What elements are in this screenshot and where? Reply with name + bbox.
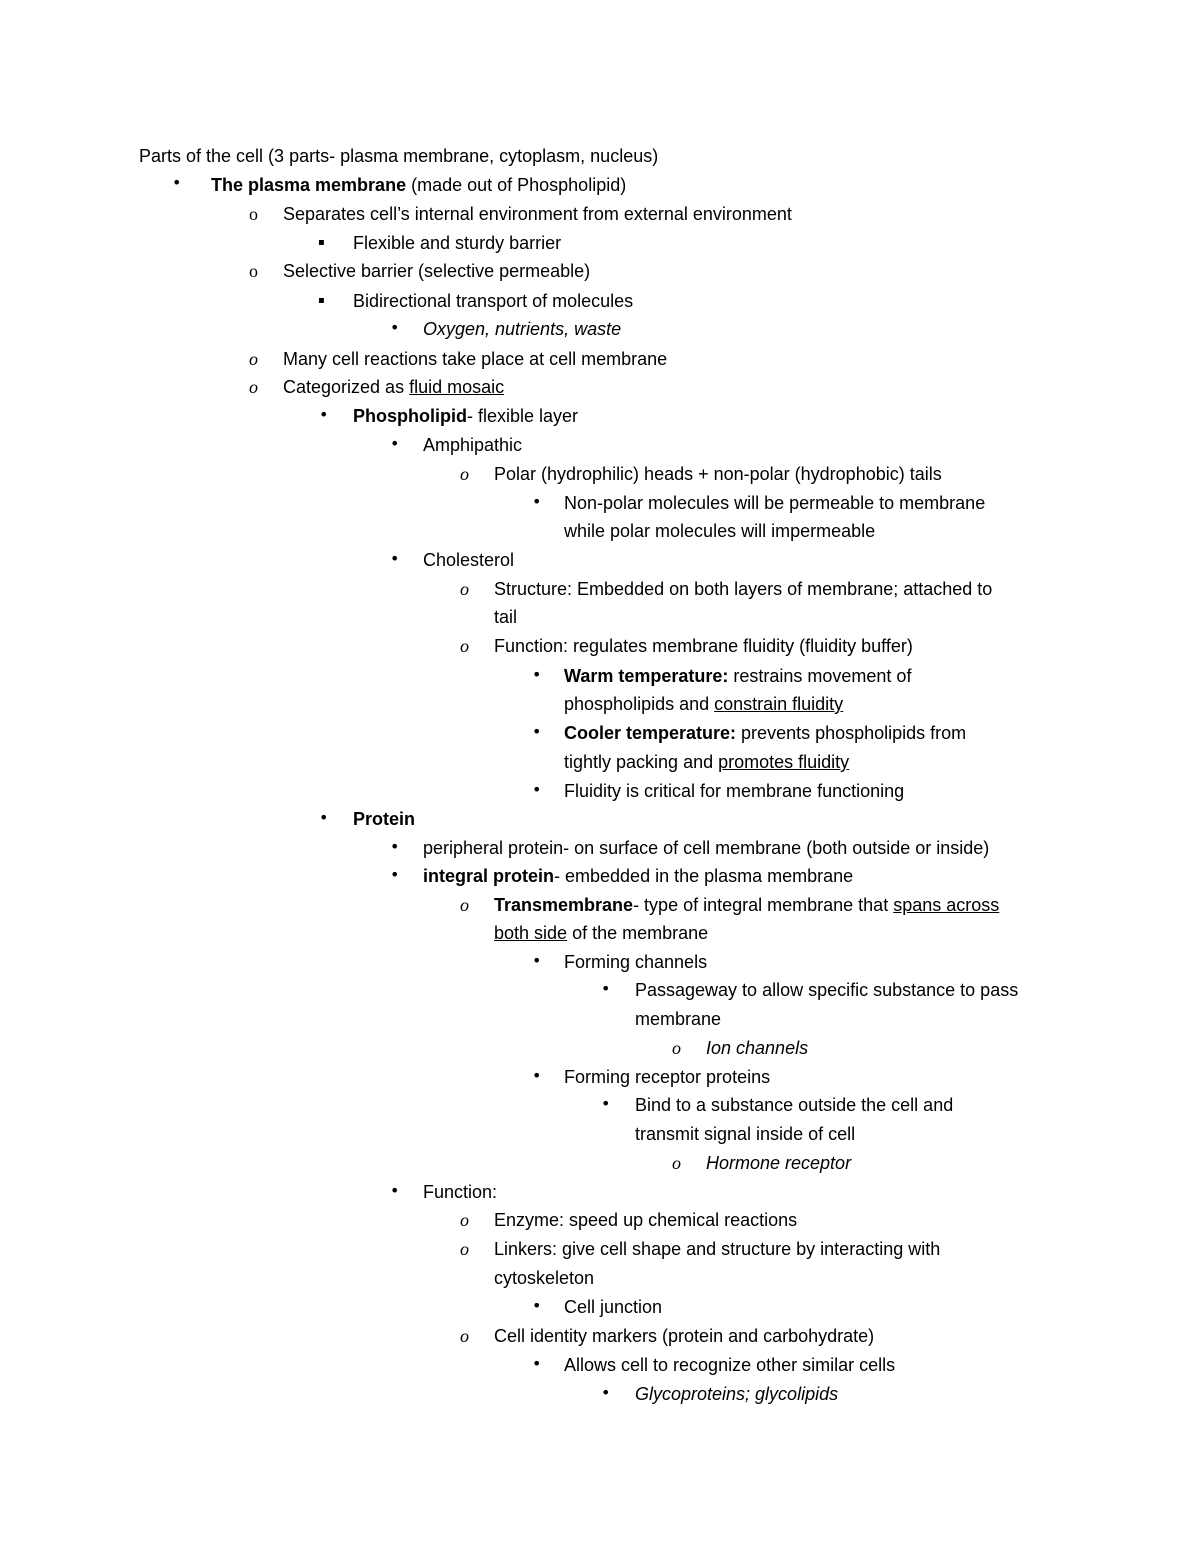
term-transmembrane: Transmembrane (494, 895, 634, 915)
underlined-term: fluid mosaic (409, 377, 505, 397)
list-item-text: tightly packing and (564, 752, 719, 772)
circle-marker: o (460, 636, 469, 656)
list-item-text: phospholipids and (564, 694, 715, 714)
bullet-marker: • (601, 979, 611, 998)
list-item-continuation: cytoskeleton (494, 1268, 595, 1288)
list-item: Allows cell to recognize other similar cells (564, 1355, 896, 1375)
bullet-marker: • (532, 1296, 542, 1315)
bullet-marker: • (390, 1181, 400, 1200)
list-item (564, 722, 966, 744)
bullet-marker: • (172, 173, 182, 192)
term-integral-protein: integral protein (423, 866, 555, 886)
circle-marker: o (672, 1038, 681, 1058)
list-item: Linkers: give cell shape and structure by interacting with (494, 1239, 941, 1259)
list-item: Fluidity is critical for membrane functioning (564, 781, 905, 801)
bullet-marker: • (390, 837, 400, 856)
list-item: Flexible and sturdy barrier (353, 233, 562, 253)
list-item-text: (made out of Phospholipid) (406, 175, 627, 195)
circle-marker: o (460, 579, 469, 599)
list-item: Cell identity markers (protein and carbohydrate) (494, 1326, 875, 1346)
list-item: Function: (423, 1182, 498, 1202)
list-item: Polar (hydrophilic) heads + non-polar (hydrophobic) tails (494, 464, 942, 484)
list-item (283, 376, 504, 398)
underlined-term: spans across (893, 895, 1000, 915)
bullet-marker: • (532, 780, 542, 799)
list-item-text: - flexible layer (467, 406, 579, 426)
list-item-text: - embedded in the plasma membrane (554, 866, 854, 886)
list-item: Function: regulates membrane fluidity (fluidity buffer) (494, 636, 913, 656)
list-item-continuation: while polar molecules will impermeable (564, 521, 876, 541)
list-item: Forming channels (564, 952, 708, 972)
circle-marker: o (249, 204, 258, 224)
list-item: Glycoproteins; glycolipids (635, 1384, 839, 1404)
list-item: Hormone receptor (706, 1153, 852, 1173)
list-item (423, 865, 853, 887)
list-item: Enzyme: speed up chemical reactions (494, 1210, 798, 1230)
circle-marker: o (672, 1153, 681, 1173)
list-item (494, 894, 999, 916)
list-item-continuation (564, 751, 849, 773)
square-marker: ▪ (318, 237, 325, 248)
document-title: Parts of the cell (3 parts- plasma membrane, cytoplasm, nucleus) (139, 146, 659, 166)
list-item-continuation: membrane (635, 1009, 722, 1029)
bullet-marker: • (390, 434, 400, 453)
term-plasma-membrane: The plasma membrane (211, 175, 407, 195)
bullet-marker: • (532, 665, 542, 684)
circle-marker: o (249, 349, 258, 369)
list-item: Bind to a substance outside the cell and (635, 1095, 954, 1115)
list-item: Cholesterol (423, 550, 515, 570)
circle-marker: o (460, 1210, 469, 1230)
list-item: Separates cell’s internal environment from external environment (283, 204, 792, 224)
term-warm-temperature: Warm temperature: (564, 666, 729, 686)
list-item: Many cell reactions take place at cell membrane (283, 349, 668, 369)
list-item-text: prevents phospholipids from (736, 723, 967, 743)
list-item-text: of the membrane (567, 923, 709, 943)
underlined-term: constrain fluidity (714, 694, 844, 714)
list-item: Selective barrier (selective permeable) (283, 261, 591, 281)
list-item-continuation (564, 693, 843, 715)
bullet-marker: • (319, 808, 329, 827)
circle-marker: o (460, 464, 469, 484)
bullet-marker: • (532, 1354, 542, 1373)
term-cooler-temperature: Cooler temperature: (564, 723, 737, 743)
list-item-continuation: transmit signal inside of cell (635, 1124, 856, 1144)
list-item-text: - type of integral membrane that (633, 895, 894, 915)
bullet-marker: • (532, 492, 542, 511)
circle-marker: o (460, 1239, 469, 1259)
circle-marker: o (249, 261, 258, 281)
bullet-marker: • (319, 405, 329, 424)
circle-marker: o (460, 895, 469, 915)
underlined-term: both side (494, 923, 568, 943)
list-item-continuation (494, 922, 708, 944)
list-item: Oxygen, nutrients, waste (423, 319, 622, 339)
list-item: peripheral protein- on surface of cell membrane (both outside or inside) (423, 838, 990, 858)
list-item: Non-polar molecules will be permeable to membrane (564, 493, 986, 513)
list-item-plasma-membrane (211, 174, 626, 196)
bullet-marker: • (390, 865, 400, 884)
bullet-marker: • (390, 318, 400, 337)
list-item: Structure: Embedded on both layers of membrane; attached to (494, 579, 993, 599)
bullet-marker: • (390, 549, 400, 568)
square-marker: ▪ (318, 295, 325, 306)
list-item-protein: Protein (353, 809, 416, 829)
circle-marker: o (460, 1326, 469, 1346)
bullet-marker: • (601, 1094, 611, 1113)
bullet-marker: • (532, 951, 542, 970)
bullet-marker: • (532, 722, 542, 741)
list-item-text: Categorized as (283, 377, 410, 397)
list-item: Passageway to allow specific substance to pass (635, 980, 1019, 1000)
list-item: Amphipathic (423, 435, 523, 455)
list-item (353, 405, 578, 427)
list-item: Ion channels (706, 1038, 809, 1058)
list-item (564, 665, 911, 687)
list-item-text: restrains movement of (728, 666, 912, 686)
list-item: Bidirectional transport of molecules (353, 291, 634, 311)
bullet-marker: • (601, 1383, 611, 1402)
term-phospholipid: Phospholipid (353, 406, 467, 426)
list-item-continuation: tail (494, 607, 518, 627)
underlined-term: promotes fluidity (718, 752, 850, 772)
list-item: Cell junction (564, 1297, 663, 1317)
list-item: Forming receptor proteins (564, 1067, 771, 1087)
circle-marker: o (249, 377, 258, 397)
bullet-marker: • (532, 1066, 542, 1085)
